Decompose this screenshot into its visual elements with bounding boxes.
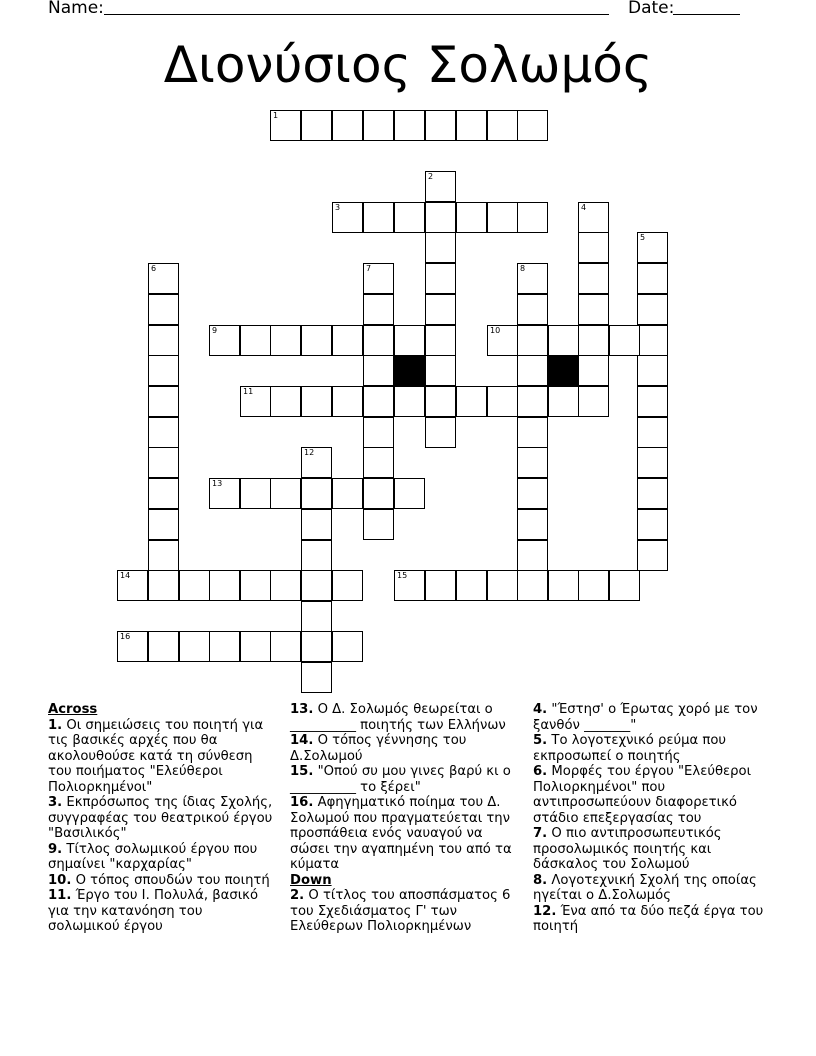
- grid-cell[interactable]: [270, 631, 301, 662]
- grid-cell[interactable]: [394, 325, 425, 356]
- page-title: Διονύσιος Σολωμός: [163, 36, 653, 94]
- clues-column-3: [533, 702, 768, 935]
- grid-cell[interactable]: [301, 631, 332, 662]
- grid-cell[interactable]: [363, 110, 394, 141]
- grid-cell[interactable]: [240, 386, 271, 417]
- grid-cell[interactable]: [517, 386, 548, 417]
- clue-number: 3: [335, 203, 341, 212]
- clues-column-2: [290, 702, 526, 935]
- grid-cell[interactable]: [363, 355, 394, 386]
- grid-cell[interactable]: [301, 570, 332, 601]
- grid-cell[interactable]: [517, 325, 548, 356]
- grid-cell[interactable]: [425, 355, 456, 386]
- clue-across-13: 13. Ο Δ. Σολωμός θεωρείται ο __________ ποιητής των Ελλήνων: [290, 702, 506, 733]
- grid-cell[interactable]: [209, 478, 240, 509]
- grid-cell[interactable]: [363, 509, 394, 540]
- grid-cell[interactable]: [363, 294, 394, 325]
- grid-cell[interactable]: [425, 263, 456, 294]
- grid-cell[interactable]: [363, 386, 394, 417]
- grid-cell[interactable]: [425, 202, 456, 233]
- grid-cell[interactable]: [148, 478, 179, 509]
- grid-cell[interactable]: [425, 417, 456, 448]
- grid-cell[interactable]: [637, 417, 668, 448]
- grid-cell[interactable]: [148, 355, 179, 386]
- grid-cell[interactable]: [240, 478, 271, 509]
- grid-cell[interactable]: [425, 110, 456, 141]
- grid-cell[interactable]: [487, 325, 518, 356]
- grid-cell[interactable]: [240, 631, 271, 662]
- grid-cell[interactable]: [637, 232, 668, 263]
- clue-down-7: 7. Ο πιο αντιπροσωπευτικός προσολωμικός ποιητής και δάσκαλος του Σολωμού: [533, 826, 722, 872]
- grid-cell[interactable]: [487, 202, 518, 233]
- clue-down-4: 4. "Έστησ' ο Έρωτας χορό με τον ξανθόν _______": [533, 702, 758, 733]
- grid-cell[interactable]: [578, 232, 609, 263]
- clue-number: 13: [212, 479, 223, 488]
- grid-cell[interactable]: [425, 232, 456, 263]
- clue-down-6: 6. Μορφές του έργου "Ελεύθεροι Πολιορκημένοι" που αντιπροσωπεύουν διαφορετικό στάδιο επεξεργασίας του: [533, 764, 752, 826]
- grid-cell[interactable]: [209, 570, 240, 601]
- grid-cell[interactable]: [301, 509, 332, 540]
- grid-cell[interactable]: [637, 294, 668, 325]
- clue-number: 4: [581, 203, 587, 212]
- grid-cell[interactable]: [148, 540, 179, 571]
- grid-cell[interactable]: [117, 631, 148, 662]
- grid-cell[interactable]: [517, 570, 548, 601]
- clue-down-12: 12. Ένα από τα δύο πεζά έργα του ποιητή: [533, 903, 764, 934]
- grid-cell[interactable]: [425, 294, 456, 325]
- grid-cell[interactable]: [609, 570, 640, 601]
- date-field[interactable]: [673, 14, 740, 15]
- grid-cell[interactable]: [517, 263, 548, 294]
- clue-across-10: 10. Ο τόπος σπουδών του ποιητή: [48, 872, 270, 888]
- grid-cell[interactable]: [517, 294, 548, 325]
- grid-cell[interactable]: [363, 202, 394, 233]
- grid-cell[interactable]: [332, 631, 363, 662]
- clue-number: 16: [120, 632, 131, 641]
- clue-across-14: 14. Ο τόπος γέννησης του Δ.Σολωμού: [290, 733, 467, 764]
- grid-cell[interactable]: [332, 325, 363, 356]
- clue-down-8: 8. Λογοτεχνική Σχολή της οποίας ηγείται ο Δ.Σολωμός: [533, 872, 757, 903]
- grid-cell[interactable]: [517, 417, 548, 448]
- grid-cell[interactable]: [148, 509, 179, 540]
- clues-column-1: [48, 702, 273, 935]
- clue-number: 8: [520, 264, 526, 273]
- grid-cell[interactable]: [456, 386, 487, 417]
- grid-cell[interactable]: [394, 110, 425, 141]
- grid-cell[interactable]: [578, 355, 609, 386]
- grid-cell[interactable]: [394, 202, 425, 233]
- grid-cell[interactable]: [609, 325, 640, 356]
- grid-cell[interactable]: [578, 202, 609, 233]
- grid-cell[interactable]: [148, 386, 179, 417]
- grid-cell[interactable]: [456, 110, 487, 141]
- grid-cell[interactable]: [517, 202, 548, 233]
- clue-across-9: 9. Τίτλος σολωμικού έργου που σημαίνει "καρχαρίας": [48, 841, 258, 872]
- grid-cell[interactable]: [363, 417, 394, 448]
- grid-cell[interactable]: [578, 263, 609, 294]
- grid-cell[interactable]: [578, 386, 609, 417]
- grid-cell[interactable]: [637, 447, 668, 478]
- grid-cell[interactable]: [240, 325, 271, 356]
- grid-cell[interactable]: [578, 570, 609, 601]
- date-label: Date:: [628, 0, 675, 18]
- grid-cell[interactable]: [425, 171, 456, 202]
- grid-cell[interactable]: [394, 570, 425, 601]
- grid-cell[interactable]: [332, 570, 363, 601]
- clue-number: 1: [273, 111, 279, 120]
- clue-number: 7: [366, 264, 372, 273]
- grid-cell[interactable]: [363, 478, 394, 509]
- grid-cell[interactable]: [637, 478, 668, 509]
- clue-number: 15: [397, 571, 408, 580]
- name-label: Name:: [48, 0, 104, 18]
- clue-number: 5: [640, 233, 646, 242]
- clue-number: 9: [212, 326, 218, 335]
- grid-cell[interactable]: [301, 540, 332, 571]
- grid-cell[interactable]: [394, 386, 425, 417]
- clue-across-11: 11. Έργο του Ι. Πολυλά, βασικό για την κατανόηση του σολωμικού έργου: [48, 888, 259, 934]
- down-heading: Down: [290, 872, 332, 888]
- grid-cell[interactable]: [209, 325, 240, 356]
- grid-cell[interactable]: [548, 386, 579, 417]
- grid-cell[interactable]: [487, 386, 518, 417]
- grid-cell[interactable]: [363, 447, 394, 478]
- grid-cell[interactable]: [332, 202, 363, 233]
- grid-cell[interactable]: [363, 263, 394, 294]
- grid-cell[interactable]: [637, 509, 668, 540]
- grid-cell[interactable]: [301, 601, 332, 632]
- grid-cell[interactable]: [179, 570, 210, 601]
- grid-cell[interactable]: [148, 417, 179, 448]
- grid-cell[interactable]: [148, 263, 179, 294]
- grid-cell[interactable]: [578, 325, 609, 356]
- grid-cell[interactable]: [517, 110, 548, 141]
- clue-down-2: 2. Ο τίτλος του αποσπάσματος 6 του Σχεδιάσματος Γ' των Ελεύθερων Πολιορκημένων: [290, 888, 511, 934]
- grid-cell[interactable]: [240, 570, 271, 601]
- grid-cell[interactable]: [332, 478, 363, 509]
- clue-across-16: 16. Αφηγηματικό ποίημα του Δ. Σολωμού που πραγματεύεται την προσπάθεια ενός ναυαγού να σώσει την αγαπημένη του από τα κύματα: [290, 795, 512, 872]
- grid-cell[interactable]: [270, 478, 301, 509]
- grid-cell[interactable]: [637, 386, 668, 417]
- grid-cell[interactable]: [117, 570, 148, 601]
- grid-cell[interactable]: [148, 570, 179, 601]
- clue-down-5: 5. Το λογοτεχνικό ρεύμα που εκπροσωπεί ο ποιητής: [533, 733, 727, 764]
- grid-cell[interactable]: [332, 110, 363, 141]
- grid-cell[interactable]: [517, 447, 548, 478]
- clue-across-15: 15. "Οπού συ μου γινες βαρύ κι ο __________ το ξέρει": [290, 764, 511, 795]
- grid-cell[interactable]: [578, 294, 609, 325]
- grid-cell[interactable]: [425, 570, 456, 601]
- clue-number: 6: [151, 264, 157, 273]
- clue-across-1: 1. Οι σημειώσεις του ποιητή για τις βασικές αρχές που θα ακολουθούσε κατά τη σύνθεση του ποιήματος "Ελεύθεροι Πολιορκημένοι": [48, 717, 264, 795]
- grid-cell[interactable]: [487, 570, 518, 601]
- clue-number: 11: [243, 387, 254, 396]
- grid-cell[interactable]: [548, 325, 579, 356]
- grid-cell[interactable]: [270, 110, 301, 141]
- grid-cell[interactable]: [301, 110, 332, 141]
- grid-cell[interactable]: [148, 447, 179, 478]
- grid-cell[interactable]: [301, 325, 332, 356]
- grid-cell[interactable]: [517, 509, 548, 540]
- black-cell: [394, 355, 425, 386]
- grid-cell[interactable]: [517, 478, 548, 509]
- grid-cell[interactable]: [456, 570, 487, 601]
- grid-cell[interactable]: [332, 386, 363, 417]
- grid-cell[interactable]: [148, 325, 179, 356]
- clue-number: 10: [490, 326, 501, 335]
- across-heading: Across: [48, 702, 98, 717]
- grid-cell[interactable]: [637, 263, 668, 294]
- grid-cell[interactable]: [301, 478, 332, 509]
- grid-cell[interactable]: [425, 325, 456, 356]
- grid-cell[interactable]: [517, 355, 548, 386]
- name-field[interactable]: [104, 14, 609, 15]
- grid-cell[interactable]: [637, 325, 668, 356]
- grid-cell[interactable]: [637, 355, 668, 386]
- grid-cell[interactable]: [456, 202, 487, 233]
- clue-across-3: 3. Εκπρόσωπος της ίδιας Σχολής, συγγραφέας του θεατρικού έργου "Βασιλικός": [48, 795, 273, 841]
- black-cell: [548, 355, 579, 386]
- grid-cell[interactable]: [301, 386, 332, 417]
- grid-cell[interactable]: [425, 386, 456, 417]
- clue-number: 14: [120, 571, 131, 580]
- grid-cell[interactable]: [637, 540, 668, 571]
- grid-cell[interactable]: [394, 478, 425, 509]
- grid-cell[interactable]: [517, 540, 548, 571]
- grid-cell[interactable]: [487, 110, 518, 141]
- grid-cell[interactable]: [148, 631, 179, 662]
- grid-cell[interactable]: [270, 386, 301, 417]
- clue-number: 12: [304, 448, 315, 457]
- grid-cell[interactable]: [209, 631, 240, 662]
- clue-number: 2: [428, 172, 434, 181]
- grid-cell[interactable]: [548, 570, 579, 601]
- grid-cell[interactable]: [148, 294, 179, 325]
- grid-cell[interactable]: [270, 325, 301, 356]
- grid-cell[interactable]: [301, 662, 332, 693]
- grid-cell[interactable]: [179, 631, 210, 662]
- grid-cell[interactable]: [270, 570, 301, 601]
- grid-cell[interactable]: [301, 447, 332, 478]
- grid-cell[interactable]: [363, 325, 394, 356]
